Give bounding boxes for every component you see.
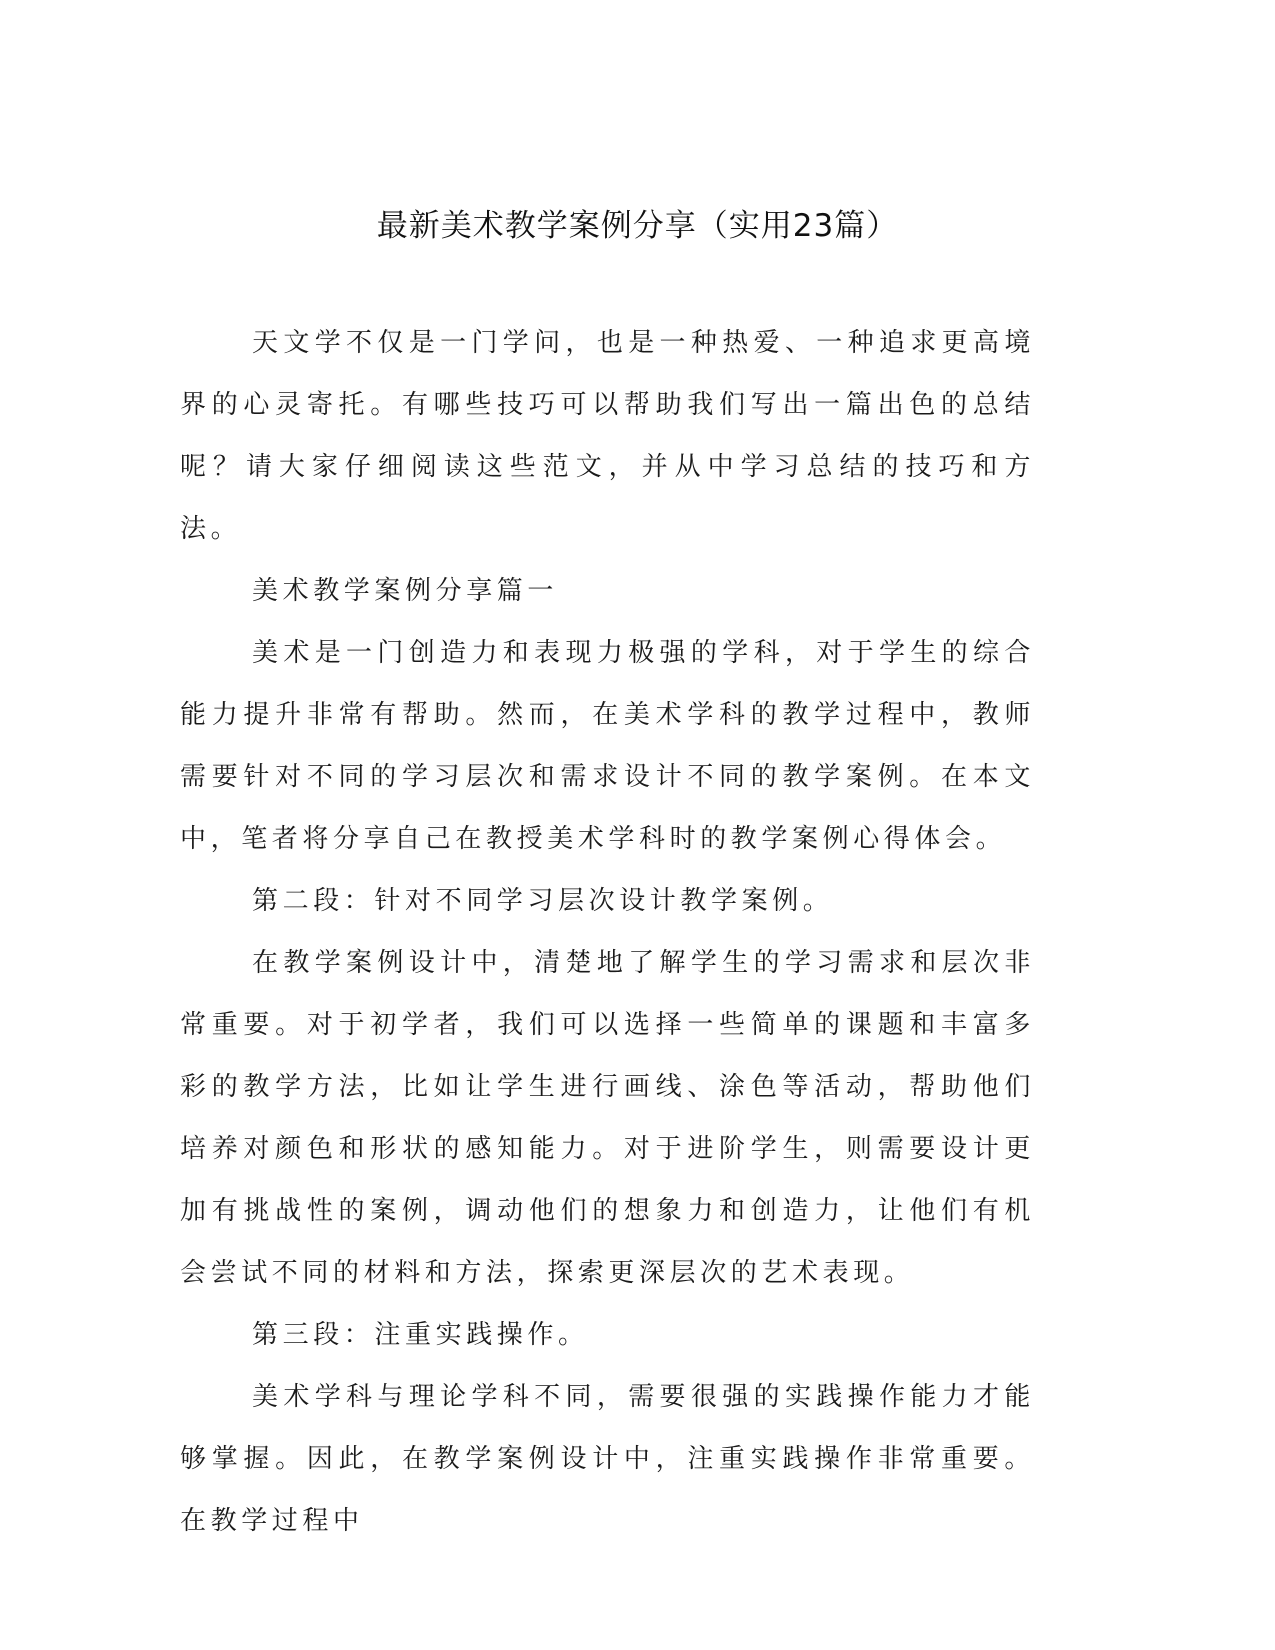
section-heading-second: 第二段：针对不同学习层次设计教学案例。 [252,886,834,916]
paragraph-part-one: 美术是一门创造力和表现力极强的学科，对于学生的综合能力提升非常有帮助。然而，在美术学科的教学过程中，教师需要针对不同的学习层次和需求设计不同的教学案例。在本文中，笔者将分享自己在教授美术学科时的教学案例心得体会。 [180,638,1035,854]
paragraph-intro: 天文学不仅是一门学问，也是一种热爱、一种追求更高境界的心灵寄托。有哪些技巧可以帮助我们写出一篇出色的总结呢？请大家仔细阅读这些范文，并从中学习总结的技巧和方法。 [180,328,1035,544]
document-title: 最新美术教学案例分享（实用23篇） [376,208,899,244]
paragraph-second: 在教学案例设计中，清楚地了解学生的学习需求和层次非常重要。对于初学者，我们可以选择一些简单的课题和丰富多彩的教学方法，比如让学生进行画线、涂色等活动，帮助他们培养对颜色和形状的感知能力。对于进阶学生，则需要设计更加有挑战性的案例，调动他们的想象力和创造力，让他们有机会尝试不同的材料和方法，探索更深层次的艺术表现。 [180,948,1035,1288]
section-heading-part-one: 美术教学案例分享篇一 [252,576,559,606]
paragraph-third: 美术学科与理论学科不同，需要很强的实践操作能力才能够掌握。因此，在教学案例设计中，注重实践操作非常重要。在教学过程中 [180,1382,1035,1536]
section-heading-third: 第三段：注重实践操作。 [252,1320,589,1350]
document-body [180,312,1035,1552]
